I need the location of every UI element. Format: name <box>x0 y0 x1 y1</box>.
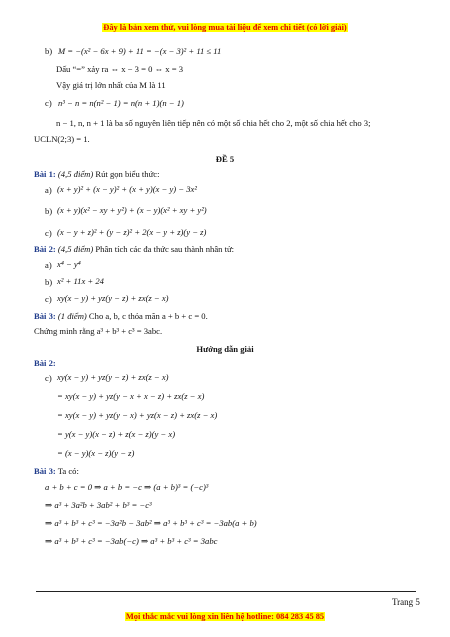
footer-banner <box>0 612 450 623</box>
exam-bai3-points: (1 điểm) <box>57 311 87 321</box>
exam-bai1-points: (4,5 điểm) <box>57 169 94 179</box>
prev-b-label: b) <box>45 46 53 56</box>
exam-bai1-c-label: c) <box>45 228 52 238</box>
exam-bai2-points: (4,5 điểm) <box>57 244 94 254</box>
exam-bai2-label: Bài 2: <box>34 244 56 254</box>
exam-bai2-a-label: a) <box>45 260 52 270</box>
page-number: Trang 5 <box>392 597 420 607</box>
exam-bai1-label: Bài 1: <box>34 169 56 179</box>
exam-bai1-c-expression: (x − y + z)² + (y − z)² + 2(x − y + z)(y − z) <box>57 227 207 237</box>
prev-b-expression: M = −(x² − 6x + 9) + 11 = −(x − 3)² + 11 ≤ 11 <box>58 46 222 56</box>
prev-c-label: c) <box>45 98 52 108</box>
exam-bai1-a-expression: (x + y)² + (x − y)² + (x + y)(x − y) − 3x² <box>57 184 197 194</box>
solution-bai3-label: Bài 3: <box>34 466 56 476</box>
prev-c-text-line2: UCLN(2;3) = 1. <box>34 134 90 144</box>
solution-bai3-line-4: ⇒ a³ + b³ + c³ = −3ab(−c) ⇒ a³ + b³ + c³ = 3abc <box>45 536 218 546</box>
exam-bai3-prompt: Cho a, b, c thỏa mãn a + b + c = 0. <box>88 311 208 321</box>
prev-b-conclusion: Vậy giá trị lớn nhất của M là 11 <box>56 80 166 90</box>
prev-c-text-line1: n − 1, n, n + 1 là ba số nguyên liên tiếp nên có một số chia hết cho 2, một số chia hết cho 3; <box>56 118 371 128</box>
exam-bai1-a-label: a) <box>45 185 52 195</box>
exam-bai1-heading <box>34 169 159 180</box>
exam-bai1-b-expression: (x + y)(x² − xy + y²) + (x − y)(x² + xy + y²) <box>57 205 207 215</box>
solution-bai3-line-1: a + b + c = 0 ⇒ a + b = −c ⇒ (a + b)³ = (−c)³ <box>45 482 209 492</box>
prev-c-expression: n³ − n = n(n² − 1) = n(n + 1)(n − 1) <box>58 98 184 108</box>
exam-bai2-prompt: Phân tích các đa thức sau thành nhân tử: <box>95 244 235 254</box>
solution-bai3-line-3: ⇒ a³ + b³ + c³ = −3a²b − 3ab² ⇒ a³ + b³ + c³ = −3ab(a + b) <box>45 518 257 528</box>
solution-bai2-line-3: = xy(x − y) + yz(y − x) + yz(x − z) + zx(z − x) <box>57 410 218 420</box>
solution-bai3-heading <box>34 466 79 477</box>
exam-bai3-label: Bài 3: <box>34 311 56 321</box>
solution-bai2-line-4: = y(x − y)(x − z) + z(x − z)(y − x) <box>57 429 176 439</box>
exam-bai2-c-expression: xy(x − y) + yz(y − z) + zx(z − x) <box>57 293 169 303</box>
exam-bai2-b-label: b) <box>45 277 53 287</box>
footer-divider <box>36 591 416 592</box>
exam-bai3-heading <box>34 311 208 322</box>
exam-bai1-prompt: Rút gọn biểu thức: <box>95 169 160 179</box>
exam-title: ĐỀ 5 <box>215 154 235 164</box>
solution-title: Hướng dẫn giải <box>196 344 254 354</box>
header-banner-text: Đây là bản xem thử, vui lòng mua tài liệu để xem chi tiết (có lời giải) <box>103 23 347 32</box>
solution-bai2-c-label: c) <box>45 373 52 383</box>
solution-bai2-line-2: = xy(x − y) + yz(y − x + x − z) + zx(z − x) <box>57 391 205 401</box>
exam-bai2-b-expression: x² + 11x + 24 <box>57 276 104 286</box>
solution-bai2-label: Bài 2: <box>34 358 56 368</box>
solution-bai2-line-1: xy(x − y) + yz(y − z) + zx(z − x) <box>57 372 169 382</box>
exam-bai2-c-label: c) <box>45 294 52 304</box>
exam-bai2-heading <box>34 244 234 255</box>
footer-banner-text: Mọi thắc mắc vui lòng xin liên hệ hotline: 084 283 45 85 <box>125 612 325 621</box>
header-banner <box>0 23 450 34</box>
prev-b-equality: Dấu “=” xảy ra ⇔ x − 3 = 0 ⇔ x = 3 <box>56 64 184 74</box>
exam-bai2-a-expression: x⁴ − y⁴ <box>57 259 81 269</box>
exam-bai3-prove: Chứng minh rằng a³ + b³ + c³ = 3abc. <box>34 326 163 336</box>
solution-bai3-line-2: ⇒ a³ + 3a²b + 3ab² + b³ = −c³ <box>45 500 152 510</box>
solution-bai2-line-5: = (x − y)(x − z)(y − z) <box>57 448 135 458</box>
solution-bai3-intro: Ta có: <box>57 466 79 476</box>
exam-bai1-b-label: b) <box>45 206 53 216</box>
